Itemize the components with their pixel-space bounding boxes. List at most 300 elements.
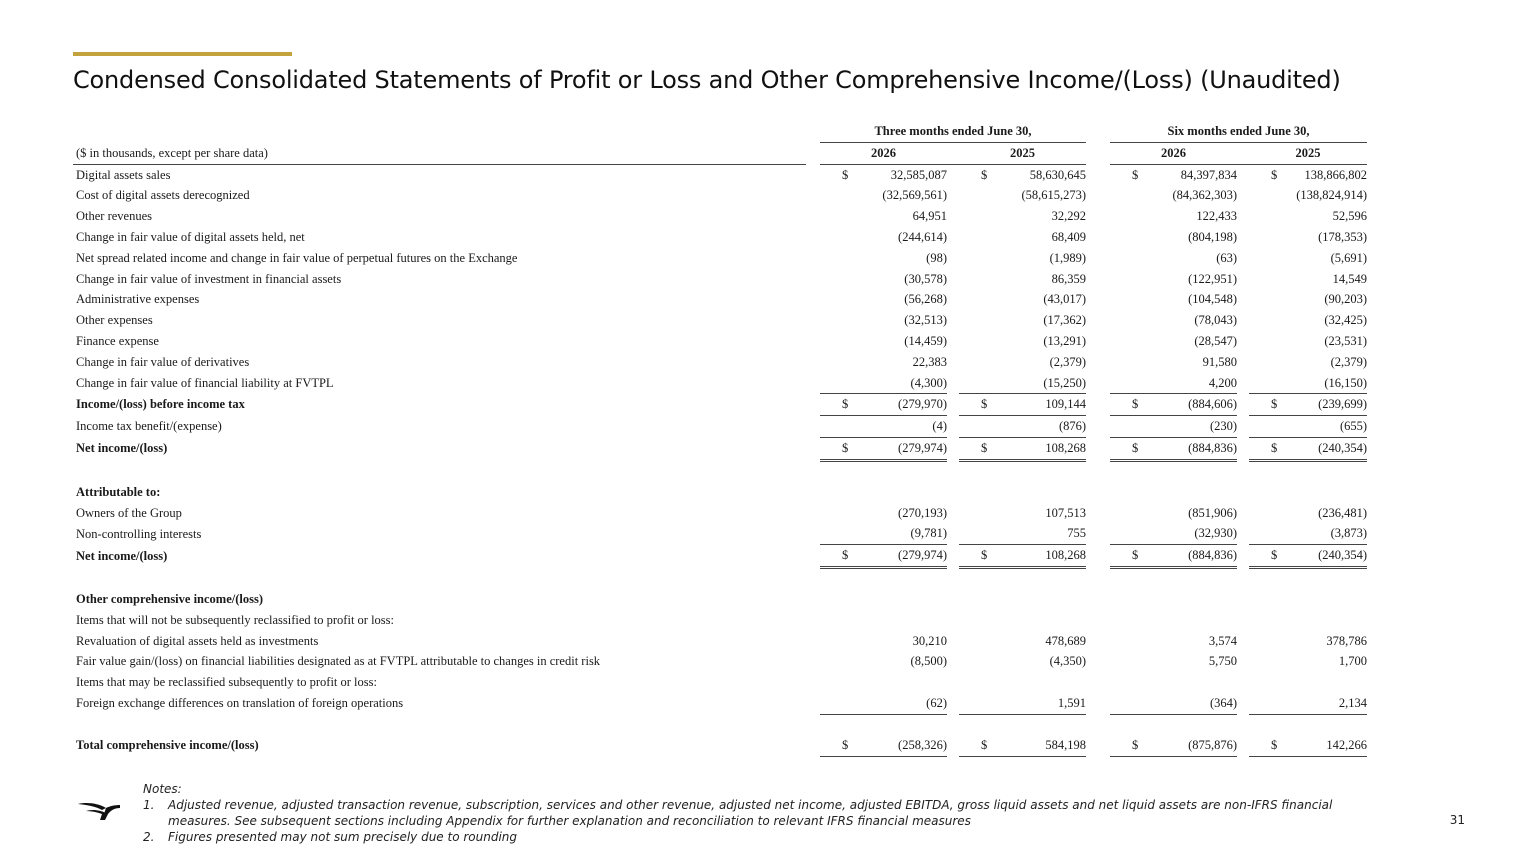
- spacer-cell: [1237, 503, 1249, 524]
- spacer-cell: [1086, 523, 1098, 544]
- spacer-cell: [947, 206, 959, 227]
- cell-value: 108,268: [1045, 440, 1087, 455]
- currency-symbol: [1249, 352, 1271, 373]
- spacer-cell: [1086, 310, 1098, 331]
- currency-symbol: $: [1132, 737, 1139, 752]
- currency-symbol: [820, 651, 842, 672]
- value-2026-six: [1110, 352, 1237, 373]
- spacer-cell: [806, 693, 820, 714]
- spacer-cell: [1086, 545, 1098, 568]
- value-2025-six: [1249, 373, 1367, 394]
- spacer-cell: [947, 269, 959, 290]
- spacer-cell: [806, 437, 820, 460]
- cell-value: (884,606): [1188, 397, 1238, 412]
- currency-symbol: $: [981, 548, 988, 563]
- row-label: Other revenues: [76, 209, 153, 224]
- cell-value: (2,379): [1049, 354, 1087, 369]
- cell-value: (84,362,303): [1172, 188, 1238, 203]
- page-number: 31: [1449, 813, 1465, 827]
- currency-symbol: [1110, 523, 1132, 544]
- spacer-cell: [947, 248, 959, 269]
- value-2025-six: [1249, 331, 1367, 352]
- spacer-cell: [806, 589, 820, 610]
- table-row: [73, 394, 1367, 416]
- value-2025-six: [1249, 589, 1367, 610]
- spacer-cell: [806, 164, 820, 185]
- currency-symbol: [1249, 373, 1271, 394]
- cell-value: (851,906): [1188, 505, 1238, 520]
- spacer-cell: [1237, 589, 1249, 610]
- value-2026-six: [1110, 248, 1237, 269]
- spacer-cell: [1098, 269, 1110, 290]
- currency-symbol: [1249, 227, 1271, 248]
- spacer-cell: [1086, 331, 1098, 352]
- table-row: [73, 206, 1367, 227]
- value-2026-six: [1110, 545, 1237, 568]
- spacer-cell: [1237, 416, 1249, 438]
- cell-value: (43,017): [1043, 292, 1087, 307]
- cell-value: 14,549: [1332, 271, 1368, 286]
- currency-symbol: [1249, 503, 1271, 524]
- row-label: Net income/(loss): [76, 548, 168, 563]
- value-2026-six: [1110, 164, 1237, 185]
- spacer-cell: [1098, 503, 1110, 524]
- company-logo-icon: [76, 800, 122, 822]
- currency-symbol: [959, 227, 981, 248]
- cell-value: (30,578): [904, 271, 947, 286]
- currency-symbol: [820, 310, 842, 331]
- value-2026-three: [820, 289, 947, 310]
- table-row: [73, 352, 1367, 373]
- currency-symbol: [959, 352, 981, 373]
- spacer-cell: [806, 289, 820, 310]
- currency-symbol: [820, 248, 842, 269]
- spacer-cell: [1098, 248, 1110, 269]
- value-2026-three: [820, 631, 947, 652]
- table-row: [73, 373, 1367, 394]
- cell-value: (279,970): [898, 397, 947, 412]
- cell-value: (14,459): [904, 333, 947, 348]
- currency-symbol: $: [842, 397, 849, 412]
- spacer-cell: [1237, 523, 1249, 544]
- cell-value: 122,433: [1196, 209, 1238, 224]
- value-2025-six: [1249, 610, 1367, 631]
- cell-value: 58,630,645: [1029, 167, 1087, 182]
- value-2026-six: [1110, 482, 1237, 503]
- cell-value: 3,574: [1208, 633, 1238, 648]
- cell-value: (56,268): [904, 292, 947, 307]
- value-2026-three: [820, 310, 947, 331]
- spacer-cell: [1098, 482, 1110, 503]
- spacer-cell: [947, 164, 959, 185]
- currency-symbol: [1249, 206, 1271, 227]
- cell-value: 91,580: [1202, 354, 1238, 369]
- row-label: Items that may be reclassified subsequently to profit or loss:: [76, 675, 377, 690]
- currency-symbol: $: [1271, 167, 1278, 182]
- accent-bar: [73, 52, 292, 56]
- value-2026-six: [1110, 206, 1237, 227]
- value-2025-three: [959, 416, 1086, 438]
- spacer-cell: [1098, 651, 1110, 672]
- spacer-cell: [1237, 227, 1249, 248]
- currency-symbol: [959, 631, 981, 652]
- table-row: [73, 227, 1367, 248]
- note-text: Figures presented may not sum precisely due to rounding: [168, 830, 518, 844]
- value-2025-six: [1249, 394, 1367, 416]
- cell-value: (364): [1209, 695, 1238, 710]
- currency-symbol: $: [981, 167, 988, 182]
- cell-value: (104,548): [1188, 292, 1238, 307]
- value-2026-six: [1110, 437, 1237, 460]
- spacer-cell: [947, 482, 959, 503]
- currency-symbol: [820, 503, 842, 524]
- value-2026-six: [1110, 289, 1237, 310]
- value-2026-three: [820, 482, 947, 503]
- row-label: Change in fair value of derivatives: [76, 354, 250, 369]
- spacer-cell: [1098, 610, 1110, 631]
- currency-symbol: $: [842, 167, 849, 182]
- cell-value: (239,699): [1318, 397, 1368, 412]
- spacer-cell: [947, 545, 959, 568]
- value-2025-six: [1249, 651, 1367, 672]
- year-header: 2026: [1110, 142, 1237, 164]
- row-label: Digital assets sales: [76, 167, 171, 182]
- spacer-cell: [1237, 437, 1249, 460]
- value-2025-three: [959, 373, 1086, 394]
- value-2026-three: [820, 416, 947, 438]
- table-row: [73, 482, 1367, 503]
- spacer-cell: [947, 227, 959, 248]
- value-2025-six: [1249, 206, 1367, 227]
- spacer-cell: [1098, 206, 1110, 227]
- value-2025-three: [959, 482, 1086, 503]
- spacer-cell: [1098, 735, 1110, 756]
- currency-symbol: [820, 206, 842, 227]
- value-2025-six: [1249, 416, 1367, 438]
- value-2026-three: [820, 651, 947, 672]
- currency-symbol: [959, 693, 981, 714]
- value-2026-three: [820, 227, 947, 248]
- spacer-cell: [806, 416, 820, 438]
- currency-symbol: [959, 206, 981, 227]
- cell-value: (62): [926, 695, 947, 710]
- currency-symbol: $: [1271, 737, 1278, 752]
- cell-value: (2,379): [1330, 354, 1368, 369]
- cell-value: (122,951): [1188, 271, 1238, 286]
- cell-value: (32,425): [1324, 313, 1368, 328]
- currency-symbol: [1110, 310, 1132, 331]
- cell-value: 52,596: [1332, 209, 1368, 224]
- cell-value: 30,210: [912, 633, 947, 648]
- spacer-cell: [806, 373, 820, 394]
- cell-value: (78,043): [1194, 313, 1238, 328]
- spacer-cell: [1098, 523, 1110, 544]
- cell-value: 4,200: [1208, 375, 1238, 390]
- spacer-cell: [1098, 227, 1110, 248]
- spacer-cell: [947, 610, 959, 631]
- cell-value: (32,513): [904, 313, 947, 328]
- spacer-cell: [1086, 437, 1098, 460]
- value-2025-six: [1249, 310, 1367, 331]
- value-2025-six: [1249, 437, 1367, 460]
- spacer-cell: [1237, 185, 1249, 206]
- year-header: 2026: [820, 142, 947, 164]
- spacer-cell: [806, 331, 820, 352]
- spacer-cell: [806, 651, 820, 672]
- notes-heading: Notes:: [143, 782, 182, 796]
- cell-value: (178,353): [1318, 229, 1368, 244]
- spacer-cell: [1086, 416, 1098, 438]
- row-label: Finance expense: [76, 333, 159, 348]
- note-number: 1.: [143, 798, 155, 812]
- spacer-cell: [806, 735, 820, 756]
- spacer-cell: [1086, 394, 1098, 416]
- value-2026-three: [820, 523, 947, 544]
- currency-symbol: [1110, 631, 1132, 652]
- cell-value: (63): [1216, 250, 1238, 265]
- currency-symbol: [1110, 289, 1132, 310]
- spacer-row: [73, 460, 1367, 482]
- spacer-cell: [1086, 142, 1110, 164]
- cell-value: (13,291): [1043, 333, 1087, 348]
- cell-value: (655): [1339, 419, 1368, 434]
- page-title: Condensed Consolidated Statements of Profit or Loss and Other Comprehensive Income/(Loss) (Unaudited): [73, 66, 1341, 94]
- spacer-cell: [1086, 610, 1098, 631]
- value-2026-six: [1110, 589, 1237, 610]
- value-2025-six: [1249, 269, 1367, 290]
- note-number: 2.: [143, 830, 155, 844]
- cell-value: 68,409: [1051, 229, 1087, 244]
- value-2025-three: [959, 437, 1086, 460]
- value-2025-three: [959, 589, 1086, 610]
- spacer-cell: [806, 185, 820, 206]
- spacer-cell: [947, 373, 959, 394]
- spacer-cell: [1237, 651, 1249, 672]
- period-group-six-months: Six months ended June 30,: [1110, 121, 1367, 142]
- value-2025-three: [959, 227, 1086, 248]
- cell-value: 86,359: [1051, 271, 1087, 286]
- value-2026-six: [1110, 185, 1237, 206]
- spacer-cell: [947, 437, 959, 460]
- value-2025-three: [959, 672, 1086, 693]
- value-2026-six: [1110, 310, 1237, 331]
- spacer-cell: [1086, 373, 1098, 394]
- spacer-cell: [806, 503, 820, 524]
- year-header: 2025: [959, 142, 1086, 164]
- value-2025-six: [1249, 631, 1367, 652]
- currency-symbol: [959, 651, 981, 672]
- note-text: Adjusted revenue, adjusted transaction revenue, subscription, services and other revenue, adjusted net income, adjusted EBITDA, gross liquid assets and net liquid assets are non-IFRS financial measures. See subsequent sections including Appendix for further explanation and reconciliation to relevant IFRS financial measures: [168, 798, 1333, 828]
- spacer-cell: [806, 269, 820, 290]
- spacer-cell: [947, 352, 959, 373]
- cell-value: (804,198): [1188, 229, 1238, 244]
- cell-value: (58,615,273): [1021, 188, 1087, 203]
- value-2025-six: [1249, 482, 1367, 503]
- row-label: Non-controlling interests: [76, 526, 202, 541]
- spacer-cell: [1237, 206, 1249, 227]
- currency-symbol: [1249, 269, 1271, 290]
- currency-symbol: [820, 373, 842, 394]
- cell-value: (1,989): [1049, 250, 1087, 265]
- value-2025-three: [959, 289, 1086, 310]
- spacer-cell: [1237, 631, 1249, 652]
- currency-symbol: [1110, 331, 1132, 352]
- value-2026-six: [1110, 672, 1237, 693]
- spacer-cell: [947, 735, 959, 756]
- cell-value: 32,585,087: [890, 167, 947, 182]
- spacer-cell: [947, 693, 959, 714]
- spacer-cell: [1237, 142, 1249, 164]
- value-2025-three: [959, 503, 1086, 524]
- spacer-cell: [947, 503, 959, 524]
- value-2026-six: [1110, 610, 1237, 631]
- cell-value: 1,591: [1057, 695, 1087, 710]
- value-2025-six: [1249, 227, 1367, 248]
- cell-value: (884,836): [1188, 548, 1238, 563]
- table-row: [73, 735, 1367, 756]
- currency-symbol: [959, 185, 981, 206]
- spacer-cell: [806, 610, 820, 631]
- cell-value: (4,300): [910, 375, 947, 390]
- currency-symbol: [959, 331, 981, 352]
- currency-symbol: [820, 227, 842, 248]
- value-2026-three: [820, 693, 947, 714]
- cell-value: (28,547): [1194, 333, 1238, 348]
- value-2025-six: [1249, 289, 1367, 310]
- cell-value: 755: [1067, 526, 1087, 541]
- table-row: [73, 289, 1367, 310]
- cell-value: (4,350): [1049, 654, 1087, 669]
- value-2026-three: [820, 672, 947, 693]
- spacer-cell: [947, 289, 959, 310]
- spacer-cell: [947, 331, 959, 352]
- cell-value: (876): [1058, 419, 1087, 434]
- currency-symbol: $: [1132, 440, 1139, 455]
- spacer-cell: [1098, 331, 1110, 352]
- currency-symbol: [820, 269, 842, 290]
- value-2026-six: [1110, 693, 1237, 714]
- value-2026-six: [1110, 735, 1237, 756]
- notes-list: [143, 797, 1383, 845]
- spacer-cell: [806, 352, 820, 373]
- table-row: [73, 269, 1367, 290]
- spacer-cell: [806, 227, 820, 248]
- currency-symbol: $: [1271, 397, 1278, 412]
- table-row: [73, 545, 1367, 568]
- spacer-cell: [947, 589, 959, 610]
- spacer-cell: [806, 310, 820, 331]
- cell-value: (138,824,914): [1296, 188, 1368, 203]
- spacer-cell: [1098, 545, 1110, 568]
- spacer-cell: [947, 523, 959, 544]
- spacer-cell: [1086, 735, 1098, 756]
- value-2025-six: [1249, 185, 1367, 206]
- value-2026-three: [820, 331, 947, 352]
- spacer-row: [73, 567, 1367, 589]
- spacer-cell: [1098, 164, 1110, 185]
- cell-value: (15,250): [1043, 375, 1087, 390]
- value-2026-six: [1110, 651, 1237, 672]
- spacer-cell: [1237, 352, 1249, 373]
- cell-value: (258,326): [898, 737, 947, 752]
- spacer-cell: [947, 416, 959, 438]
- value-2026-three: [820, 394, 947, 416]
- currency-symbol: $: [1271, 548, 1278, 563]
- value-2026-three: [820, 545, 947, 568]
- spacer-cell: [1237, 164, 1249, 185]
- row-label: Other comprehensive income/(loss): [76, 591, 264, 606]
- spacer-cell: [1237, 394, 1249, 416]
- table-row: [73, 416, 1367, 438]
- currency-symbol: [820, 693, 842, 714]
- cell-value: (270,193): [898, 505, 947, 520]
- spacer-cell: [947, 142, 959, 164]
- cell-value: 2,134: [1338, 695, 1368, 710]
- note-item: [143, 829, 1383, 845]
- cell-value: (90,203): [1324, 292, 1368, 307]
- income-statement-table: [73, 121, 1367, 757]
- spacer-cell: [947, 185, 959, 206]
- currency-symbol: [1110, 269, 1132, 290]
- spacer-cell: [1086, 248, 1098, 269]
- currency-symbol: $: [981, 440, 988, 455]
- currency-symbol: [820, 185, 842, 206]
- value-2026-six: [1110, 269, 1237, 290]
- cell-value: (236,481): [1318, 505, 1368, 520]
- cell-value: (32,930): [1194, 526, 1238, 541]
- row-label: Income/(loss) before income tax: [76, 397, 245, 412]
- currency-symbol: [959, 373, 981, 394]
- cell-value: (9,781): [910, 526, 947, 541]
- value-2026-six: [1110, 503, 1237, 524]
- value-2025-six: [1249, 735, 1367, 756]
- value-2025-six: [1249, 248, 1367, 269]
- table-row: [73, 631, 1367, 652]
- spacer-cell: [73, 714, 1367, 735]
- currency-symbol: $: [842, 737, 849, 752]
- spacer-cell: [947, 651, 959, 672]
- value-2025-three: [959, 545, 1086, 568]
- row-label: Foreign exchange differences on translation of foreign operations: [76, 696, 404, 711]
- cell-value: (17,362): [1043, 313, 1087, 328]
- spacer-cell: [947, 310, 959, 331]
- currency-symbol: [1249, 185, 1271, 206]
- cell-value: 64,951: [912, 209, 947, 224]
- currency-symbol: [1110, 416, 1132, 437]
- spacer-cell: [806, 206, 820, 227]
- cell-value: 138,866,802: [1304, 167, 1368, 182]
- row-label: Owners of the Group: [76, 505, 182, 520]
- value-2025-three: [959, 523, 1086, 544]
- currency-symbol: $: [1132, 167, 1139, 182]
- currency-symbol: $: [981, 737, 988, 752]
- cell-value: 1,700: [1338, 654, 1368, 669]
- spacer-cell: [1098, 352, 1110, 373]
- value-2026-three: [820, 373, 947, 394]
- value-2026-three: [820, 164, 947, 185]
- cell-value: (8,500): [910, 654, 947, 669]
- spacer-cell: [1086, 631, 1098, 652]
- cell-value: (98): [926, 250, 947, 265]
- cell-value: 109,144: [1045, 397, 1087, 412]
- row-label: Fair value gain/(loss) on financial liabilities designated as at FVTPL attributable to changes in credit risk: [76, 654, 601, 669]
- spacer-cell: [1237, 373, 1249, 394]
- currency-symbol: $: [1132, 548, 1139, 563]
- currency-symbol: [1110, 185, 1132, 206]
- spacer-cell: [1098, 589, 1110, 610]
- spacer-cell: [1086, 589, 1098, 610]
- cell-value: 22,383: [912, 354, 947, 369]
